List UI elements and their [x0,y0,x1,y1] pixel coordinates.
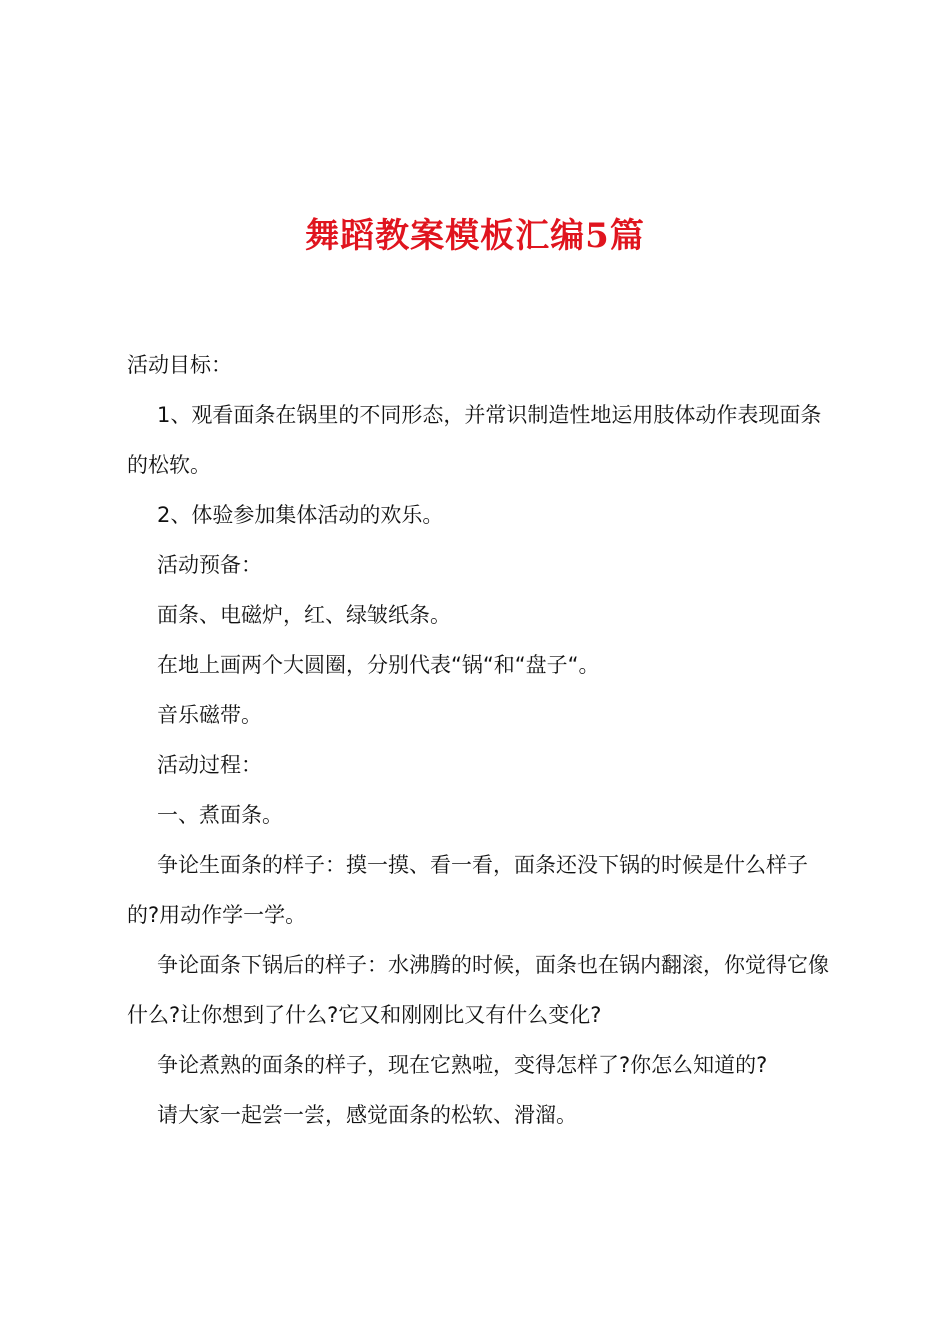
paragraph: 请大家一起尝一尝，感觉面条的松软、滑溜。 [157,1103,577,1127]
paragraph: 争论煮熟的面条的样子，现在它熟啦，变得怎样了?你怎么知道的? [157,1053,768,1077]
paragraph: 争论生面条的样子：摸一摸、看一看，面条还没下锅的时候是什么样子的?用动作学一学。 [127,853,808,927]
paragraph: 2、体验参加集体活动的欢乐。 [157,503,444,527]
paragraph: 1、观看面条在锅里的不同形态，并常识制造性地运用肢体动作表现面条的松软。 [127,403,822,477]
paragraph: 一、煮面条。 [157,803,283,827]
section-heading-process: 活动过程： [157,753,262,777]
document-body [127,340,833,1140]
paragraph: 在地上画两个大圆圈，分别代表“锅“和“盘子“。 [157,653,600,677]
paragraph: 争论面条下锅后的样子：水沸腾的时候，面条也在锅内翻滚，你觉得它像什么?让你想到了什么?它又和刚刚比又有什么变化? [127,953,829,1027]
paragraph: 面条、电磁炉，红、绿皱纸条。 [157,603,451,627]
paragraph: 音乐磁带。 [157,703,262,727]
section-heading-goals: 活动目标： [127,353,232,377]
section-heading-preparation: 活动预备： [157,553,262,577]
document-title: 舞蹈教案模板汇编5篇 [305,216,645,256]
